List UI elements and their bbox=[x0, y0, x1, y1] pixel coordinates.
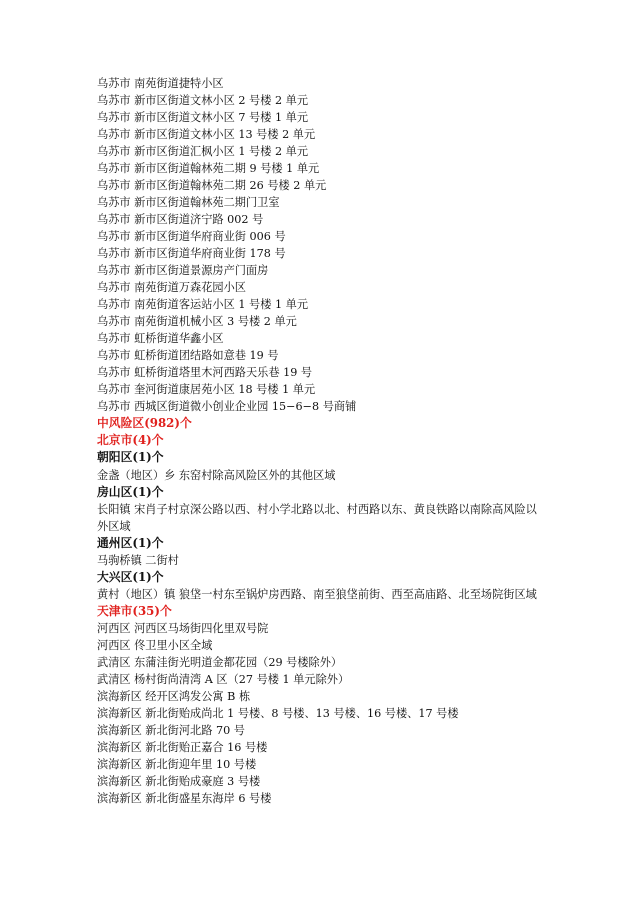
address-line: 乌苏市 新市区街道汇枫小区 1 号楼 2 单元 bbox=[97, 145, 309, 158]
address-line: 黄村（地区）镇 狼垡一村东至锅炉房西路、南至狼垡前街、西至高庙路、北至场院街区域 bbox=[97, 588, 537, 602]
address-line: 滨海新区 新北街贻正嘉合 16 号楼 bbox=[97, 741, 268, 755]
address-line: 乌苏市 新市区街道翰林苑二期 9 号楼 1 单元 bbox=[97, 162, 320, 175]
address-line: 乌苏市 南苑街道万森花园小区 bbox=[97, 281, 246, 294]
tianjin-heading: 天津市(35)个 bbox=[97, 604, 172, 619]
address-line: 武清区 东蒲洼街光明道金都花园（29 号楼除外） bbox=[97, 656, 343, 670]
address-line: 马驹桥镇 二街村 bbox=[97, 554, 179, 568]
address-line: 河西区 河西区马场街四化里双号院 bbox=[97, 622, 269, 636]
address-line: 滨海新区 新北街河北路 70 号 bbox=[97, 724, 245, 738]
address-line: 金盏（地区）乡 东窑村除高风险区外的其他区域 bbox=[97, 468, 336, 482]
tianjin-section bbox=[97, 603, 600, 807]
address-line: 乌苏市 虹桥街道华鑫小区 bbox=[97, 332, 224, 345]
address-line: 乌苏市 虹桥街道团结路如意巷 19 号 bbox=[97, 349, 279, 362]
address-line: 滨海新区 新北街迎年里 10 号楼 bbox=[97, 758, 257, 772]
district-heading-chaoyang: 朝阳区(1)个 bbox=[97, 450, 164, 465]
address-line: 乌苏市 南苑街道捷特小区 bbox=[97, 77, 224, 90]
wusu-address-list bbox=[97, 75, 600, 415]
address-line: 滨海新区 新北街贻成豪庭 3 号楼 bbox=[97, 775, 261, 789]
address-line: 乌苏市 新市区街道文林小区 2 号楼 2 单元 bbox=[97, 94, 309, 107]
address-line: 乌苏市 南苑街道机械小区 3 号楼 2 单元 bbox=[97, 315, 297, 328]
district-heading-tongzhou: 通州区(1)个 bbox=[97, 535, 164, 550]
address-line: 乌苏市 新市区街道文林小区 7 号楼 1 单元 bbox=[97, 111, 309, 124]
beijing-section bbox=[97, 432, 600, 603]
address-line: 乌苏市 新市区街道文林小区 13 号楼 2 单元 bbox=[97, 128, 316, 141]
address-line: 滨海新区 新北街贻成尚北 1 号楼、8 号楼、13 号楼、16 号楼、17 号楼 bbox=[97, 707, 459, 721]
address-line: 乌苏市 西城区街道微小创业企业园 15−6−8 号商铺 bbox=[97, 400, 357, 413]
address-line: 乌苏市 新市区街道景源房产门面房 bbox=[97, 264, 269, 277]
address-line: 河西区 佟卫里小区全域 bbox=[97, 639, 213, 653]
address-line: 武清区 杨村街尚清湾 A 区（27 号楼 1 单元除外） bbox=[97, 673, 350, 687]
address-line: 滨海新区 新北街盛星东海岸 6 号楼 bbox=[97, 792, 272, 806]
beijing-heading: 北京市(4)个 bbox=[97, 433, 164, 448]
district-heading-daxing: 大兴区(1)个 bbox=[97, 570, 164, 585]
address-line: 乌苏市 奎河街道康居苑小区 18 号楼 1 单元 bbox=[97, 383, 316, 396]
address-line: 乌苏市 虹桥街道塔里木河西路天乐巷 19 号 bbox=[97, 366, 313, 379]
address-line: 乌苏市 南苑街道客运站小区 1 号楼 1 单元 bbox=[97, 298, 309, 311]
address-line: 滨海新区 经开区鸿发公寓 B 栋 bbox=[97, 690, 251, 704]
address-line: 乌苏市 新市区街道翰林苑二期 26 号楼 2 单元 bbox=[97, 179, 327, 192]
address-line: 长阳镇 宋肖子村京深公路以西、村小学北路以北、村西路以东、黄良铁路以南除高风险以外区域 bbox=[97, 502, 537, 533]
address-line: 乌苏市 新市区街道济宁路 002 号 bbox=[97, 213, 264, 226]
medium-risk-heading: 中风险区(982)个 bbox=[97, 416, 192, 430]
address-line: 乌苏市 新市区街道翰林苑二期门卫室 bbox=[97, 196, 280, 209]
address-line: 乌苏市 新市区街道华府商业街 178 号 bbox=[97, 247, 286, 260]
address-line: 乌苏市 新市区街道华府商业街 006 号 bbox=[97, 230, 286, 243]
district-heading-fangshan: 房山区(1)个 bbox=[97, 484, 164, 499]
